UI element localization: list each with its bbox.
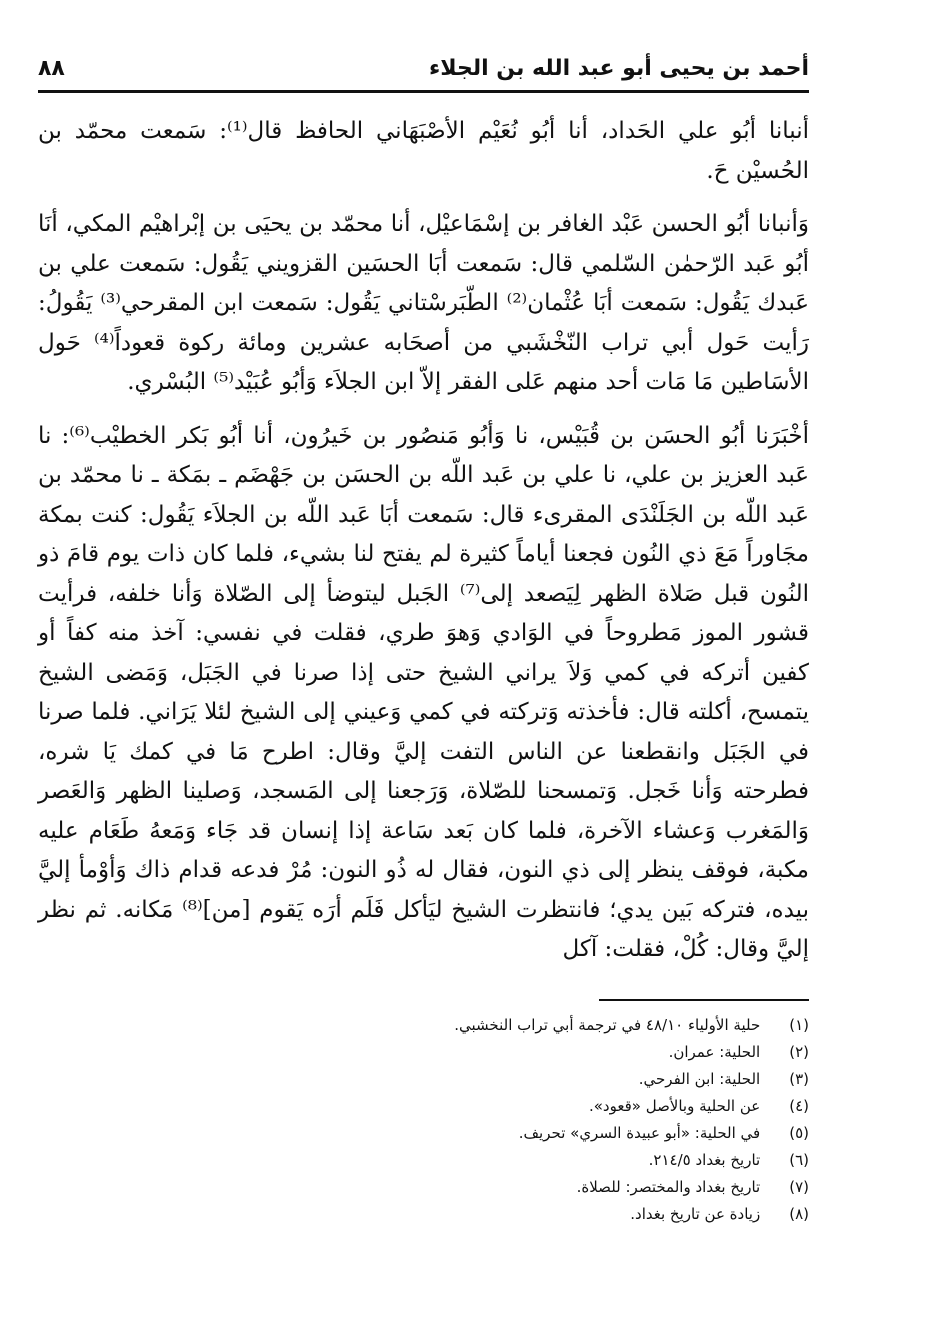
running-head-title: أحمد بن يحيى أبو عبد الله بن الجلاء [429, 56, 809, 81]
footnotes [38, 1012, 809, 1228]
footnote-text: تاريخ بغداد والمختصر: للصلاة. [576, 1178, 761, 1196]
footnote [38, 1066, 809, 1093]
footnote-text: الحلية: عمران. [668, 1043, 761, 1061]
footnote-number: (٥) [789, 1124, 809, 1142]
footnote-number: (٢) [789, 1043, 809, 1061]
body-text [38, 112, 809, 984]
footnote-number: (٨) [789, 1205, 809, 1223]
footnote [38, 1201, 809, 1228]
footnote-text: الحلية: ابن الفرحي. [638, 1070, 761, 1088]
footnote [38, 1039, 809, 1066]
footnote [38, 1147, 809, 1174]
paragraph-2: وَأنبانا أبُو الحسن عَبْد الغافر بن إسْمَاعيْل، أنا محمّد بن يحيَى بن إبْراهيْم المكي، أنَا أبُو عَبد الرّحمٰن السّلمي قال: سَمعت أبَا الحسَين القزويني يَقُول: سَمعت علي بن عَبدك يَقُول: سَمعت أبَا عُثْمان⁽²⁾ الطّبَرسْتاني يَقُول: سَمعت ابن المقرحي⁽³⁾ يَقُولُ: رَأيت حَول أبي تراب النّخْشَبي من أصحَابه عشرين ومائة ركوة قعوداً⁽⁴⁾ حَول الأسَاطين مَا مَات أحد منهم عَلى الفقر إلاّ ابن الجلاَء وَأبُو عُبَيْد⁽⁵⁾ البُسْري. [38, 211, 809, 395]
footnote-text: عن الحلية وبالأصل «قعود». [588, 1097, 761, 1115]
paragraph-1: أنبانا أبُو علي الحَداد، أنا أبُو نُعَيْم الأصْبَهَاني الحافظ قال⁽¹⁾: سَمعت محمّد بن الحُسيْن حَ. [38, 118, 809, 184]
footnote-text: تاريخ بغداد ٢١٤/٥. [648, 1151, 761, 1169]
footnote [38, 1012, 809, 1039]
footnote [38, 1093, 809, 1120]
footnote-number: (١) [789, 1016, 809, 1034]
footnote-number: (٧) [789, 1178, 809, 1196]
footnote-text: في الحلية: «أبو عبيدة السري» تحريف. [518, 1124, 761, 1142]
footnote [38, 1174, 809, 1201]
footnote-rule [599, 999, 809, 1001]
running-head [38, 52, 809, 88]
footnote-number: (٤) [789, 1097, 809, 1115]
header-rule [38, 90, 809, 93]
footnote-text: زيادة عن تاريخ بغداد. [630, 1205, 761, 1223]
footnote-number: (٣) [789, 1070, 809, 1088]
page-number: ٨٨ [38, 56, 65, 81]
footnote-number: (٦) [789, 1151, 809, 1169]
footnote-text: حلية الأولياء ٤٨/١٠ في ترجمة أبي تراب النخشبي. [454, 1016, 761, 1034]
footnote [38, 1120, 809, 1147]
paragraph-3: أخْبَرَنا أبُو الحسَن بن قُبَيْس، نا وَأبُو مَنصُور بن خَيرُون، أنا أبُو بَكر الخطيْب⁽⁶⁾: نا عَبد العزيز بن علي، نا علي بن عَبد اللّه بن الحسَن بن جَهْضَم ـ بمَكة ـ نا محمّد بن عَبد اللّه بن الجَلَنْدَى المقرىء قال: سَمعت أبَا عَبد اللّه بن الجلاَء يَقُول: كنت بمكة مجَاوراً مَعَ ذي النُون فجعنا أياماً كثيرة لم يفتح لنا بشيء، فلما كان ذات يوم قامَ ذو النُون قبل صَلاة الظهر لِيَصعد إلى⁽⁷⁾ الجَبل ليتوضأ إلى الصّلاة وَأنا خلفه، فرأيت قشور الموز مَطروحاً في الوَادي وَهوَ طري، فقلت في نفسي: آخذ منه كفاً أو كفين أتركه في كمي وَلاَ يراني الشيخ حتى إذا صرنا في الجَبَل، وَمَضى الشيخ يتمسح، أكلته قال: فأخذته وَتركته في كمي وَعيني إلى الشيخ لئلا يَرَاني. فلما صرنا في الجَبَل وانقطعنا عن الناس التفت إليَّ وقال: اطرح مَا في كمك يَا شره، فطرحته وَأنا خَجل. وَتمسحنا للصّلاة، وَرَجعنا إلى المَسجد، وَصلينا الظهر وَالعَصر وَالمَغرب وَعشاء الآخرة، فلما كان بَعد سَاعة إذا إنسان قد جَاء وَمَعهُ طَعَام عليه مكبة، فوقف ينظر إلى ذي النون، فقال له ذُو النون: مُرْ فدعه قدام ذاك وَأوْمأ إليَّ بيده، فتركه بَين يدي؛ فانتظرت الشيخ ليَأكل فَلَم أرَه يَقوم [من]⁽⁸⁾ مَكانه. ثم نظر إليَّ وقال: كُلْ، فقلت: آكل [38, 422, 810, 962]
